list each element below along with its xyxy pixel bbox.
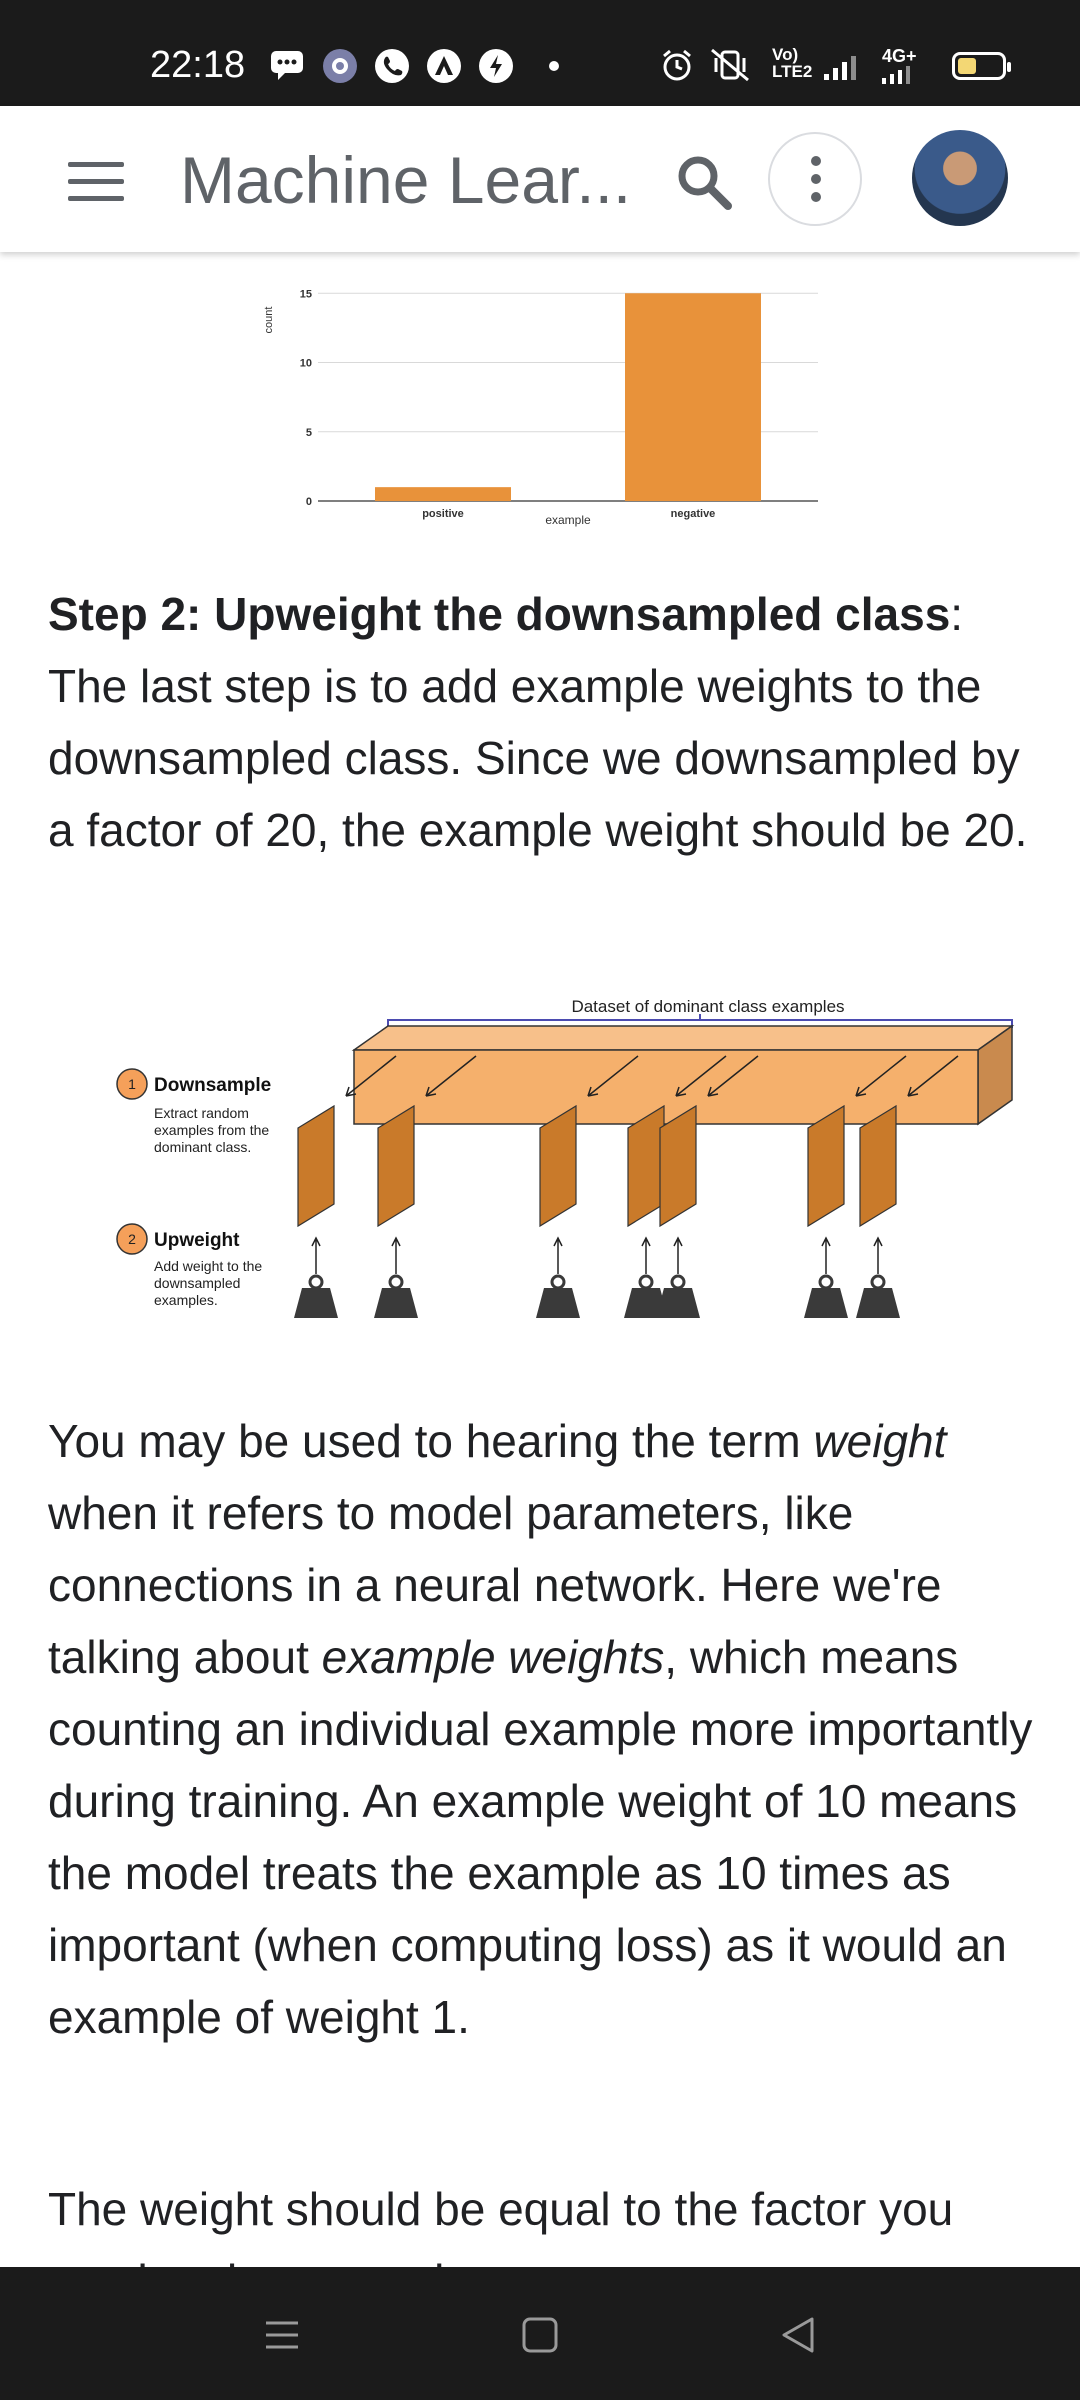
chart-xtick-negative: negative <box>670 508 716 520</box>
back-icon[interactable] <box>778 2315 818 2355</box>
downsampled-example <box>298 1106 334 1226</box>
step2-title: Upweight <box>154 1230 240 1251</box>
hamburger-menu-icon[interactable] <box>68 162 124 202</box>
chart-ytick-0: 0 <box>305 496 312 508</box>
weight-icon <box>374 1288 418 1318</box>
chart-ytick-1: 5 <box>305 426 312 439</box>
step1-desc-line1: Extract random <box>154 1105 249 1121</box>
upweight-arrow <box>392 1238 400 1274</box>
step-2-colon: : <box>950 588 964 640</box>
step1-title: Downsample <box>154 1075 272 1096</box>
search-icon[interactable] <box>672 150 736 214</box>
upweight-arrow <box>312 1238 320 1274</box>
network-type-label: 4G+ <box>882 46 917 66</box>
step1-desc-line2: examples from the <box>154 1122 270 1138</box>
avatar[interactable] <box>912 130 1008 226</box>
downsampled-example <box>378 1106 414 1226</box>
step-2-paragraph <box>48 578 1038 866</box>
chart-ylabel: count <box>263 306 275 334</box>
p1-text-1: You may be used to hearing the term <box>48 1415 814 1467</box>
step-2-text: The last step is to add example weights to the downsampled class. Since we downsampled by a factor of 20, the example weight should be 20. <box>48 660 1028 856</box>
upweight-arrow <box>674 1238 682 1274</box>
p1-text-3: , which means counting an individual example more importantly during training. An example weight of 10 means the model treats the example as 10 times as important (when computing loss) as it would an example of weight 1. <box>48 1631 1033 2043</box>
chart-bar-negative <box>625 293 761 501</box>
weight-handle <box>310 1276 322 1288</box>
weight-icon <box>294 1288 338 1318</box>
weight-handle <box>552 1276 564 1288</box>
signal-icon <box>822 52 864 82</box>
step2-desc-line2: downsampled <box>154 1275 241 1291</box>
chart-bar-positive <box>375 487 511 501</box>
volte-label: Vo) LTE2 <box>772 45 813 81</box>
upweight-arrow <box>822 1238 830 1274</box>
downsampled-example <box>808 1106 844 1226</box>
app-icon <box>426 48 462 84</box>
step2-number: 2 <box>128 1231 136 1247</box>
system-nav-bar <box>0 2267 1080 2400</box>
page-title: Machine Lear... <box>180 143 632 217</box>
alarm-icon <box>660 48 694 82</box>
more-vert-icon[interactable] <box>768 132 862 226</box>
step-2-heading: Step 2: Upweight the downsampled class <box>48 588 951 640</box>
recent-apps-icon[interactable] <box>262 2315 302 2355</box>
4g-signal-icon <box>880 64 930 86</box>
step2-desc-line1: Add weight to the <box>154 1258 263 1274</box>
dataset-block-top <box>354 1026 1012 1050</box>
status-time: 22:18 <box>150 44 246 86</box>
chart-ytick-3: 15 <box>299 288 312 301</box>
weight-icon <box>856 1288 900 1318</box>
weight-handle <box>820 1276 832 1288</box>
weight-handle <box>672 1276 684 1288</box>
weight-handle <box>390 1276 402 1288</box>
dataset-label: Dataset of dominant class examples <box>571 997 845 1016</box>
status-bar <box>0 0 1080 106</box>
step2-desc-line3: examples. <box>154 1292 218 1308</box>
battery-icon <box>952 52 1006 80</box>
chart-xlabel: example <box>545 513 591 527</box>
bar-chart <box>0 212 1080 527</box>
message-icon <box>270 50 304 80</box>
lightning-icon <box>478 48 514 84</box>
step1-desc-line3: dominant class. <box>154 1139 252 1155</box>
example-weights-paragraph <box>48 1405 1048 2053</box>
vibrate-icon <box>710 48 750 82</box>
article-content <box>0 252 1080 2267</box>
weight-icon <box>656 1288 700 1318</box>
browser-icon <box>322 48 358 84</box>
downsampled-example <box>860 1106 896 1226</box>
app-bar <box>0 106 1080 252</box>
weight-icon <box>536 1288 580 1318</box>
chart-ytick-2: 10 <box>299 357 312 370</box>
p1-text-2: when it refers to model parameters, like connections in a neural network. Here we're talking about <box>48 1487 942 1683</box>
upweight-arrow <box>642 1238 650 1274</box>
downsampled-example <box>660 1106 696 1226</box>
weight-handle <box>640 1276 652 1288</box>
p1-emphasis-weight: weight <box>813 1415 947 1467</box>
upweight-arrow <box>874 1238 882 1274</box>
home-icon[interactable] <box>520 2315 560 2355</box>
weight-icon <box>804 1288 848 1318</box>
p1-emphasis-example-weights: example weights <box>321 1631 665 1683</box>
downsampled-example <box>628 1106 664 1226</box>
weight-handle <box>872 1276 884 1288</box>
chart-xtick-positive: positive <box>422 508 464 520</box>
phone-icon <box>374 48 410 84</box>
dot-icon <box>548 60 560 72</box>
weight-factor-paragraph: The weight should be equal to the factor you <box>48 2183 954 2235</box>
step1-number: 1 <box>128 1076 136 1092</box>
upweight-arrow <box>554 1238 562 1274</box>
upweight-diagram <box>0 982 1080 1362</box>
downsampled-example <box>540 1106 576 1226</box>
